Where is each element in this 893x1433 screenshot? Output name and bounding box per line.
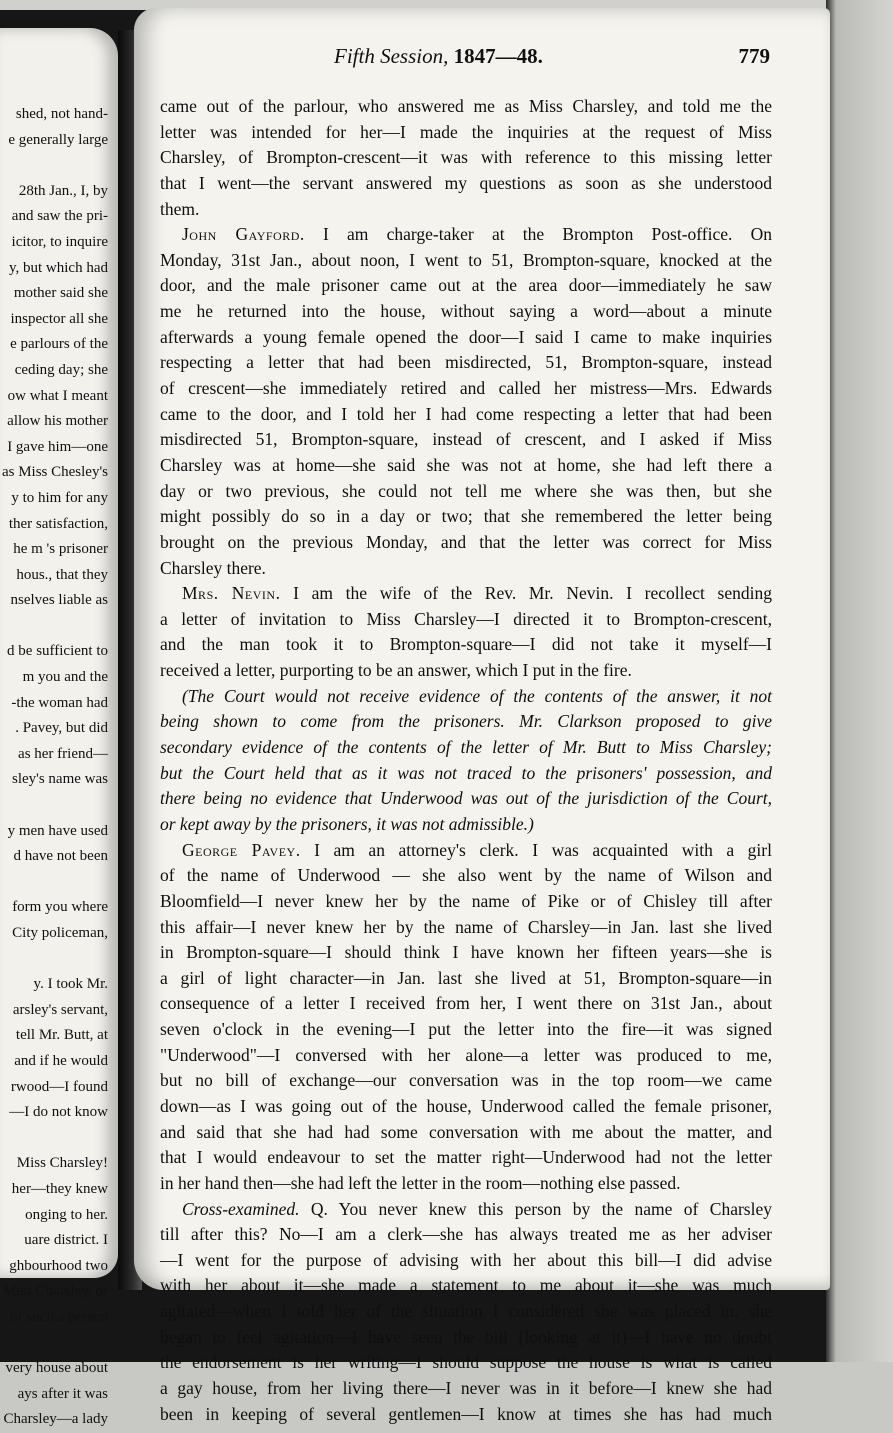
left-page-line: m you and the <box>22 669 108 686</box>
text-line <box>160 863 772 889</box>
left-page-line: e parlours of the <box>10 336 108 353</box>
line-text: and said that she had had some conversation with me about the matter, and <box>160 1121 772 1142</box>
line-text: but no bill of exchange—our conversation was in the top room—we came <box>160 1070 772 1091</box>
text-line <box>160 1171 772 1197</box>
line-text: a letter of invitation to Miss Charsley—I directed it to Brompton-crescent, <box>160 608 772 629</box>
text-line <box>160 94 772 120</box>
text-line <box>160 1145 772 1171</box>
line-text: the endorsement is her writing—I should suppose the house is what is called <box>160 1352 772 1373</box>
line-text: I am the wife of the Rev. Mr. Nevin. I recollect sending <box>280 583 772 604</box>
text-line <box>160 222 772 248</box>
speaker-name: John Gayford. <box>182 224 305 245</box>
text-line <box>160 1094 772 1120</box>
left-page-line: rwood—I found <box>10 1078 108 1095</box>
line-text: —I went for the purpose of advising with her about this bill—I did advise <box>160 1249 772 1270</box>
text-line <box>160 248 772 274</box>
line-text: began to feel agitation—I have seen the bill (looking at it)—I have no doubt <box>160 1326 772 1347</box>
page-number: 779 <box>738 44 770 68</box>
text-line <box>160 709 772 735</box>
line-text: letter was intended for her—I made the inquiries at the request of Miss <box>160 121 772 142</box>
text-line <box>160 556 772 582</box>
text-line <box>160 812 772 838</box>
text-line <box>160 350 772 376</box>
line-text: came out of the parlour, who answered me as Miss Charsley, and told me the <box>160 96 772 116</box>
line-text: Q. You never knew this person by the name of Charsley <box>299 1198 772 1219</box>
speaker-name: Mrs. Nevin. <box>182 583 281 604</box>
left-page-line: sley's name was <box>11 771 108 788</box>
line-text: with her about it—she made a statement to me about it—she was much <box>160 1275 772 1296</box>
left-page-line: and if he would <box>14 1052 108 1069</box>
text-line <box>160 402 772 428</box>
line-text: Charsley there. <box>160 557 266 578</box>
line-text: in Brompton-square—I should think I have known her fifteen years—she is <box>160 942 772 963</box>
section-label: Cross-examined. <box>182 1198 300 1219</box>
text-line <box>160 1017 772 1043</box>
left-page-line: City policeman, <box>12 925 108 941</box>
left-page-line: ther satisfaction, <box>8 515 108 532</box>
text-line <box>160 607 772 633</box>
line-text: till after this? No—I am a clerk—she has always treated me as her adviser <box>160 1224 772 1245</box>
left-page-line: y, but which had <box>8 259 108 276</box>
background-right-edge <box>826 0 893 1362</box>
left-page-line: d have not been <box>13 848 108 865</box>
left-page-line <box>0 947 108 973</box>
line-text: Charsley, of Brompton-crescent—it was with reference to this missing letter <box>160 147 772 168</box>
left-page-line: . Pavey, but did <box>15 720 108 737</box>
left-page-line: form you where <box>12 899 108 916</box>
left-page-line: very house about <box>5 1360 108 1377</box>
left-page-line: of such a person <box>10 1308 108 1325</box>
left-page-line: uare district. I <box>24 1232 108 1249</box>
text-line <box>160 735 772 761</box>
line-text: of crescent—she immediately retired and called her mistress—Mrs. Edwards <box>160 378 772 399</box>
text-line <box>160 376 772 402</box>
left-page-line: as her friend— <box>18 745 108 762</box>
line-text: respecting a letter that had been misdirected, 51, Brompton-square, instead <box>160 352 772 373</box>
left-page-line: arsley's servant, <box>12 1001 108 1018</box>
text-line <box>160 299 772 325</box>
text-line <box>160 504 772 530</box>
left-page-line: -the woman had <box>11 694 108 711</box>
left-page-line: he m 's prisoner <box>13 541 108 558</box>
text-line <box>160 120 772 146</box>
left-page-line <box>0 153 108 179</box>
left-page <box>0 28 118 1428</box>
line-text: them. <box>160 198 200 219</box>
line-text: been in keeping of several gentlemen—I know at times she has had much <box>160 1403 772 1424</box>
text-line <box>160 1248 772 1274</box>
left-page-line: —I do not know <box>9 1104 108 1121</box>
text-line <box>160 1068 772 1094</box>
line-text: consequence of a letter I received from her, I went there on 31st Jan., about <box>160 993 772 1014</box>
line-text: I am an attorney's clerk. I was acquainted with a girl <box>300 839 772 860</box>
text-line <box>160 786 772 812</box>
left-page-line: icitor, to inquire <box>11 233 108 250</box>
left-page-line: d be sufficient to <box>7 643 108 660</box>
text-line <box>160 684 772 710</box>
text-line <box>160 632 772 658</box>
line-text: afterwards a young female opened the door—I said I came to make inquiries <box>160 326 772 347</box>
text-line <box>160 325 772 351</box>
text-line <box>160 1325 772 1351</box>
left-page-line <box>0 1331 108 1357</box>
left-page-line: tell Mr. Butt, at <box>15 1027 108 1044</box>
line-text: in her hand then—she had left the letter in the room—nothing else passed. <box>160 1172 681 1193</box>
line-text: there being no evidence that Underwood was out of the jurisdiction of the Court, <box>160 788 772 809</box>
left-page-line: ow what I meant <box>7 387 108 404</box>
left-page-line: y men have used <box>7 822 108 839</box>
line-text: a gay house, from her living there—I never was in it before—I knew she had <box>160 1378 772 1399</box>
line-text: down—as I was going out of the house, Underwood called the female prisoner, <box>160 1095 772 1116</box>
line-text: and the man took it to Brompton-square—I did not take it myself—I <box>160 634 772 655</box>
line-text: that I went—the servant answered my questions as soon as she understood <box>160 172 772 193</box>
line-text: a girl of light character—in Jan. last she lived at 51, Brompton-square—in <box>160 967 772 988</box>
text-line <box>160 1273 772 1299</box>
line-text: secondary evidence of the contents of the letter of Mr. Butt to Miss Charsley; <box>160 737 772 758</box>
text-line <box>160 1299 772 1325</box>
line-text: door, and the male prisoner came out at the area door—immediately he saw <box>160 275 772 296</box>
left-page-line: ceding day; she <box>14 361 108 378</box>
line-text: this affair—I never knew her by the name of Charsley—in Jan. last she lived <box>160 916 772 937</box>
running-title: Fifth Session, 1847—48. <box>334 44 543 68</box>
text-line <box>160 940 772 966</box>
line-text: me he returned into the house, without saying a word—about a minute <box>160 301 772 322</box>
line-text: brought on the previous Monday, and that the letter was correct for Miss <box>160 531 772 552</box>
text-line <box>160 1222 772 1248</box>
left-page-line: e generally large <box>8 131 108 148</box>
left-page-line <box>0 614 108 640</box>
text-line <box>160 530 772 556</box>
text-line <box>160 1402 772 1428</box>
line-text: that I would endeavour to set the matter right—Underwood had not the letter <box>160 1147 772 1168</box>
line-text: day or two previous, she could not tell me where she was then, but she <box>160 480 772 501</box>
left-page-line: shed, not hand- <box>15 106 108 122</box>
left-page-line: hous., that they <box>16 566 108 583</box>
left-page-line: inspector all she <box>10 310 108 327</box>
text-line <box>160 453 772 479</box>
left-page-line: as Miss Chesley's <box>1 464 108 481</box>
text-line <box>160 1197 772 1223</box>
text-line <box>160 966 772 992</box>
text-line <box>160 1350 772 1376</box>
session-years: 1847—48. <box>453 44 543 68</box>
left-page-line: and saw the pri- <box>11 208 108 225</box>
left-page-line <box>0 793 108 819</box>
text-line <box>160 1376 772 1402</box>
body-text <box>160 94 772 1427</box>
line-text: seven o'clock in the evening—I put the letter into the fire—it was signed <box>160 1019 772 1040</box>
line-text: Bloomfield—I never knew her by the name of Pike or of Chisley till after <box>160 890 772 911</box>
line-text: being shown to come from the prisoners. Mr. Clarkson proposed to give <box>160 711 772 732</box>
text-line <box>160 889 772 915</box>
line-text: misdirected 51, Brompton-square, instead of crescent, and I asked if Miss <box>160 429 772 450</box>
text-line <box>160 479 772 505</box>
text-line <box>160 915 772 941</box>
speaker-name: George Pavey. <box>182 839 301 860</box>
line-text: Monday, 31st Jan., about noon, I went to 51, Brompton-square, knocked at the <box>160 249 772 270</box>
left-page-line: ays after it was <box>17 1385 108 1402</box>
left-page-line: Miss Charsley! <box>16 1155 108 1172</box>
text-line <box>160 1043 772 1069</box>
text-line <box>160 273 772 299</box>
line-text: Charsley was at home—she said she was not at home, she had left there a <box>160 454 772 475</box>
left-page-line: 28th Jan., I, by <box>18 182 108 199</box>
left-page-line: mother said she <box>13 285 108 302</box>
text-line <box>160 991 772 1017</box>
line-text: agitated—when I told her of the situation I considered she was placed in, she <box>160 1301 772 1322</box>
line-text: "Underwood"—I conversed with her alone—a letter was produced to me, <box>160 1044 772 1065</box>
text-line <box>160 658 772 684</box>
left-page-text <box>0 102 108 1433</box>
left-page-line: y. I took Mr. <box>33 976 108 993</box>
text-line <box>160 761 772 787</box>
text-line <box>160 581 772 607</box>
text-line <box>160 427 772 453</box>
line-text: I am charge-taker at the Brompton Post-office. On <box>304 224 772 245</box>
text-line <box>160 145 772 171</box>
text-line <box>160 1120 772 1146</box>
left-page-line: Miss Charsley, or <box>2 1283 108 1300</box>
left-page-line: Charsley—a lady <box>3 1411 108 1428</box>
line-text: but the Court held that as it was not traced to the prisoners' possession, and <box>160 762 772 783</box>
text-line <box>160 171 772 197</box>
line-text: came to the door, and I told her I had come respecting a letter that had been <box>160 403 772 424</box>
right-page <box>134 8 830 1424</box>
line-text: received a letter, purporting to be an answer, which I put in the fire. <box>160 660 632 681</box>
left-page-line: I gave him—one <box>7 438 108 455</box>
text-line <box>160 838 772 864</box>
text-line <box>160 197 772 223</box>
left-page-line: nselves liable as <box>10 592 108 609</box>
page-header <box>134 44 830 78</box>
line-text: or kept away by the prisoners, it was not admissible.) <box>160 813 534 834</box>
line-text: might possibly do so in a day or two; that she remembered the letter being <box>160 506 772 527</box>
left-page-line: onging to her. <box>25 1206 108 1223</box>
left-page-line: her—they knew <box>11 1180 108 1197</box>
left-page-line <box>0 870 108 896</box>
line-text: (The Court would not receive evidence of the contents of the answer, it not <box>182 685 772 706</box>
line-text: of the name of Underwood — she also went by the name of Wilson and <box>160 865 772 886</box>
left-page-line: y to him for any <box>11 489 108 506</box>
left-page-line: ghbourhood two <box>9 1257 108 1274</box>
left-page-line: allow his mother <box>7 413 108 430</box>
left-page-line <box>0 1126 108 1152</box>
